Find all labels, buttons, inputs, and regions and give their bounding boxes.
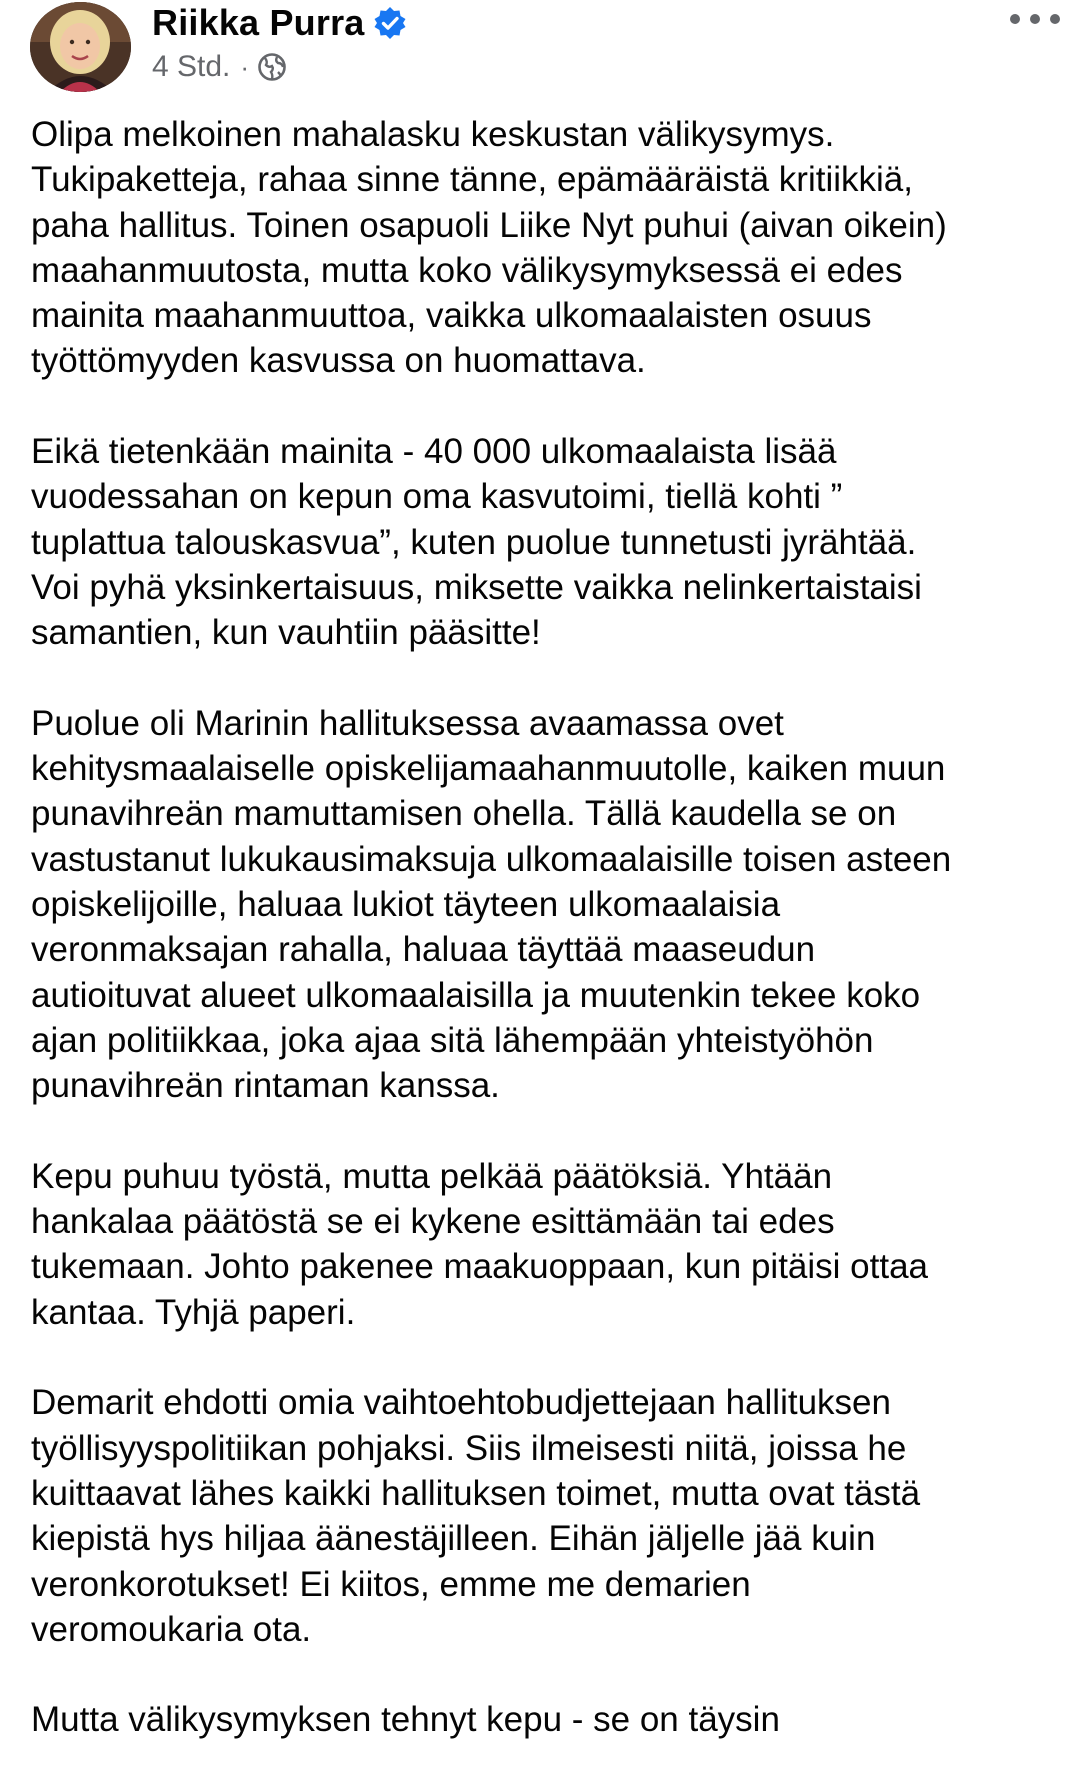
author-name[interactable]: Riikka Purra xyxy=(152,2,365,43)
post-paragraph-1: Olipa melkoinen mahalasku keskustan välikysymys. Tukipaketteja, rahaa sinne tänne, epämääräistä kritiikkiä, paha hallitus. Toinen osapuoli Liike Nyt puhui (aivan oikein) maahanmuutosta, mutta koko välikysymyksessä ei edes mainita maahanmuuttoa, vaikka ulkomaalaisten osuus työttömyyden kasvussa on huomattava. xyxy=(31,115,947,381)
avatar-photo xyxy=(30,2,131,92)
author-line xyxy=(152,2,407,44)
more-options-icon[interactable] xyxy=(1010,6,1060,32)
meta-separator: · xyxy=(240,51,250,82)
post-paragraph-6: Mutta välikysymyksen tehnyt kepu - se on täysin xyxy=(31,1700,780,1740)
post-paragraph-5: Demarit ehdotti omia vaihtoehtobudjettejaan hallituksen työllisyyspolitiikan pohjaksi. Siis ilmeisesti niitä, joissa he kuittaavat lähes kaikki hallituksen toimet, mutta ovat tästä kiepistä hys hiljaa äänestäjilleen. Eihän jäljelle jää kuin veronkorotukset! Ei kiitos, emme me demarien veromoukaria ota. xyxy=(31,1383,921,1649)
post-paragraph-4: Kepu puhuu työstä, mutta pelkää päätöksiä. Yhtään hankalaa päätöstä se ei kykene esittämään tai edes tukemaan. Johto pakenee maakuoppaan, kun pitäisi ottaa kantaa. Tyhjä paperi. xyxy=(31,1156,929,1332)
globe-icon[interactable] xyxy=(257,52,287,82)
more-dot xyxy=(1030,14,1040,24)
post-time[interactable]: 4 Std. xyxy=(152,50,231,83)
post-header xyxy=(30,2,1060,94)
post-meta xyxy=(152,48,287,86)
more-dot xyxy=(1010,14,1020,24)
post-paragraph-3: Puolue oli Marinin hallituksessa avaamassa ovet kehitysmaalaiselle opiskelijamaahanmuutolle, kaiken muun punavihreän mamuttamisen ohella. Tällä kaudella se on vastustanut lukukausimaksuja ulkomaalaisille toisen asteen opiskelijoille, haluaa lukiot täyteen ulkomaalaisia veronmaksajan rahalla, haluaa täyttää maaseudun autioituvat alueet ulkomaalaisilla ja muutenkin tekee koko ajan politiikkaa, joka ajaa sitä lähempään yhteistyöhön punavihreän rintaman kanssa. xyxy=(31,703,952,1106)
verified-badge-icon xyxy=(373,6,407,40)
more-dot xyxy=(1050,14,1060,24)
post-body xyxy=(31,112,1061,1788)
avatar[interactable] xyxy=(30,2,131,92)
post-paragraph-2: Eikä tietenkään mainita - 40 000 ulkomaalaista lisää vuodessahan on kepun oma kasvutoimi, tiellä kohti ” tuplattua talouskasvua”, kuten puolue tunnetusti jyrähtää. Voi pyhä yksinkertaisuus, miksette vaikka nelinkertaistaisi samantien, kun vauhtiin pääsitte! xyxy=(31,432,922,653)
